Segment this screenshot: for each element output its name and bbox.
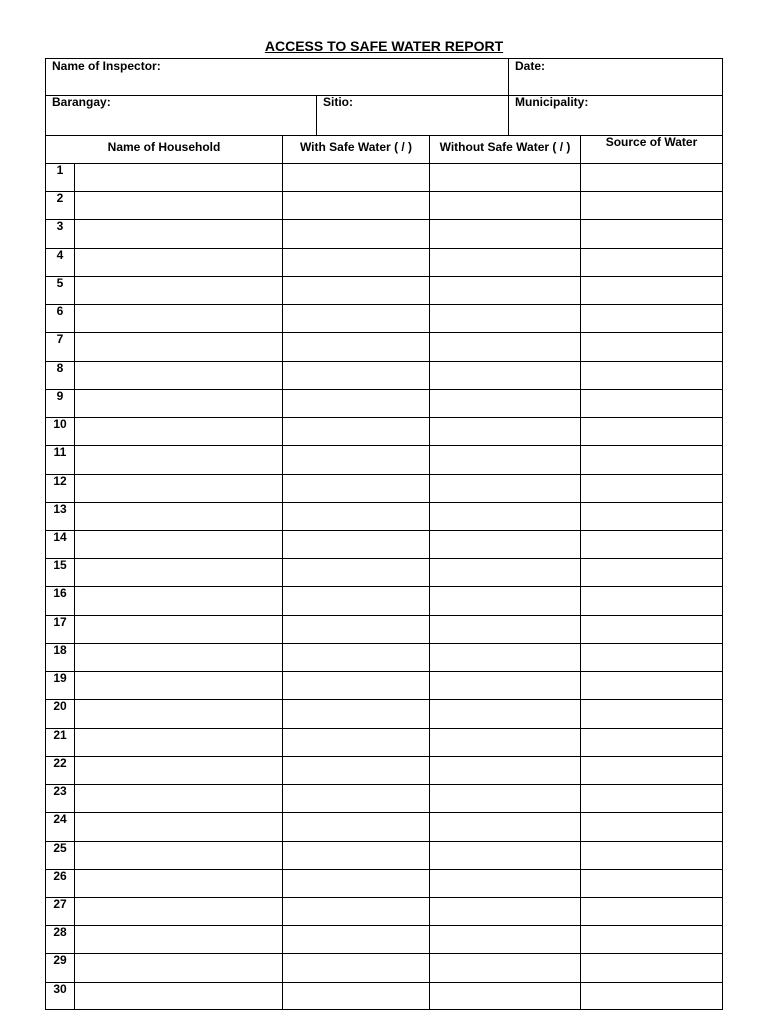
row-number: 9 <box>56 388 64 403</box>
sitio-label: Sitio: <box>323 95 353 109</box>
row-number: 29 <box>53 953 67 968</box>
with-safe-water-cell[interactable] <box>283 249 429 275</box>
household-cell[interactable] <box>75 277 282 303</box>
source-of-water-cell[interactable] <box>581 446 722 472</box>
without-safe-water-cell[interactable] <box>430 616 580 642</box>
row-number: 23 <box>53 784 67 799</box>
household-cell[interactable] <box>75 164 282 190</box>
source-of-water-cell[interactable] <box>581 559 722 585</box>
with-safe-water-cell[interactable] <box>283 503 429 529</box>
household-cell[interactable] <box>75 785 282 811</box>
household-cell[interactable] <box>75 954 282 980</box>
without-safe-water-cell[interactable] <box>430 559 580 585</box>
source-of-water-cell[interactable] <box>581 220 722 246</box>
source-of-water-cell[interactable] <box>581 785 722 811</box>
municipality-field[interactable] <box>595 97 720 133</box>
with-safe-water-cell[interactable] <box>283 305 429 331</box>
barangay-field[interactable] <box>115 97 313 133</box>
with-safe-water-cell[interactable] <box>283 418 429 444</box>
household-cell[interactable] <box>75 729 282 755</box>
with-safe-water-cell[interactable] <box>283 475 429 501</box>
col-header-with-safe-water: With Safe Water ( / ) <box>299 140 413 154</box>
source-of-water-cell[interactable] <box>581 305 722 331</box>
with-safe-water-cell[interactable] <box>283 277 429 303</box>
with-safe-water-cell[interactable] <box>283 842 429 868</box>
with-safe-water-cell[interactable] <box>283 870 429 896</box>
row-number: 3 <box>56 219 64 234</box>
household-cell[interactable] <box>75 644 282 670</box>
household-cell[interactable] <box>75 305 282 331</box>
row-number: 5 <box>56 275 64 290</box>
household-cell[interactable] <box>75 898 282 924</box>
source-of-water-cell[interactable] <box>581 898 722 924</box>
without-safe-water-cell[interactable] <box>430 785 580 811</box>
household-cell[interactable] <box>75 390 282 416</box>
header-divider <box>508 58 509 96</box>
household-cell[interactable] <box>75 757 282 783</box>
without-safe-water-cell[interactable] <box>430 192 580 218</box>
household-cell[interactable] <box>75 616 282 642</box>
without-safe-water-cell[interactable] <box>430 220 580 246</box>
header-divider <box>508 95 509 136</box>
without-safe-water-cell[interactable] <box>430 672 580 698</box>
with-safe-water-cell[interactable] <box>283 954 429 980</box>
row-number: 19 <box>53 671 67 686</box>
source-of-water-cell[interactable] <box>581 333 722 359</box>
without-safe-water-cell[interactable] <box>430 475 580 501</box>
household-cell[interactable] <box>75 192 282 218</box>
row-number: 13 <box>53 501 67 516</box>
without-safe-water-cell[interactable] <box>430 390 580 416</box>
row-number: 28 <box>53 925 67 940</box>
household-cell[interactable] <box>75 926 282 952</box>
source-of-water-cell[interactable] <box>581 983 722 1009</box>
without-safe-water-cell[interactable] <box>430 531 580 557</box>
household-cell[interactable] <box>75 220 282 246</box>
with-safe-water-cell[interactable] <box>283 757 429 783</box>
row-number: 8 <box>56 360 64 375</box>
row-number: 14 <box>53 529 67 544</box>
without-safe-water-cell[interactable] <box>430 418 580 444</box>
with-safe-water-cell[interactable] <box>283 644 429 670</box>
source-of-water-cell[interactable] <box>581 587 722 613</box>
source-of-water-cell[interactable] <box>581 700 722 726</box>
without-safe-water-cell[interactable] <box>430 757 580 783</box>
source-of-water-cell[interactable] <box>581 390 722 416</box>
without-safe-water-cell[interactable] <box>430 870 580 896</box>
header-divider <box>316 95 317 136</box>
row-number: 21 <box>53 727 67 742</box>
with-safe-water-cell[interactable] <box>283 926 429 952</box>
municipality-label: Municipality: <box>515 95 589 109</box>
with-safe-water-cell[interactable] <box>283 616 429 642</box>
source-of-water-cell[interactable] <box>581 842 722 868</box>
row-number: 11 <box>53 445 67 460</box>
inspector-label: Name of Inspector: <box>52 59 161 73</box>
household-cell[interactable] <box>75 531 282 557</box>
source-of-water-cell[interactable] <box>581 475 722 501</box>
without-safe-water-cell[interactable] <box>430 983 580 1009</box>
row-number: 25 <box>53 840 67 855</box>
source-of-water-cell[interactable] <box>581 729 722 755</box>
household-cell[interactable] <box>75 249 282 275</box>
row-number: 22 <box>53 755 67 770</box>
source-of-water-cell[interactable] <box>581 503 722 529</box>
household-cell[interactable] <box>75 870 282 896</box>
row-number: 12 <box>53 473 67 488</box>
without-safe-water-cell[interactable] <box>430 305 580 331</box>
row-number: 18 <box>53 642 67 657</box>
source-of-water-cell[interactable] <box>581 954 722 980</box>
source-of-water-cell[interactable] <box>581 672 722 698</box>
source-of-water-cell[interactable] <box>581 531 722 557</box>
barangay-label: Barangay: <box>52 95 111 109</box>
date-field[interactable] <box>550 60 720 94</box>
with-safe-water-cell[interactable] <box>283 587 429 613</box>
source-of-water-cell[interactable] <box>581 870 722 896</box>
row-number: 10 <box>53 417 67 432</box>
with-safe-water-cell[interactable] <box>283 672 429 698</box>
household-cell[interactable] <box>75 446 282 472</box>
without-safe-water-cell[interactable] <box>430 644 580 670</box>
household-cell[interactable] <box>75 503 282 529</box>
without-safe-water-cell[interactable] <box>430 503 580 529</box>
household-cell[interactable] <box>75 418 282 444</box>
with-safe-water-cell[interactable] <box>283 220 429 246</box>
without-safe-water-cell[interactable] <box>430 813 580 839</box>
row-number: 16 <box>53 586 67 601</box>
col-header-without-safe-water: Without Safe Water ( / ) <box>439 140 571 154</box>
row-number: 1 <box>56 163 64 177</box>
with-safe-water-cell[interactable] <box>283 785 429 811</box>
with-safe-water-cell[interactable] <box>283 729 429 755</box>
date-label: Date: <box>515 59 546 73</box>
household-cell[interactable] <box>75 700 282 726</box>
inspector-field[interactable] <box>200 60 505 94</box>
with-safe-water-cell[interactable] <box>283 700 429 726</box>
source-of-water-cell[interactable] <box>581 757 722 783</box>
without-safe-water-cell[interactable] <box>430 729 580 755</box>
household-cell[interactable] <box>75 672 282 698</box>
row-number: 20 <box>53 699 67 714</box>
source-of-water-cell[interactable] <box>581 926 722 952</box>
source-of-water-cell[interactable] <box>581 362 722 388</box>
with-safe-water-cell[interactable] <box>283 164 429 190</box>
row-number: 27 <box>53 896 67 911</box>
row-number: 7 <box>56 332 64 347</box>
without-safe-water-cell[interactable] <box>430 333 580 359</box>
household-cell[interactable] <box>75 475 282 501</box>
source-of-water-cell[interactable] <box>581 813 722 839</box>
without-safe-water-cell[interactable] <box>430 842 580 868</box>
row-number: 15 <box>53 558 67 573</box>
household-cell[interactable] <box>75 983 282 1009</box>
with-safe-water-cell[interactable] <box>283 362 429 388</box>
household-cell[interactable] <box>75 842 282 868</box>
source-of-water-cell[interactable] <box>581 644 722 670</box>
without-safe-water-cell[interactable] <box>430 898 580 924</box>
with-safe-water-cell[interactable] <box>283 898 429 924</box>
row-number: 2 <box>56 191 64 206</box>
source-of-water-cell[interactable] <box>581 164 722 190</box>
without-safe-water-cell[interactable] <box>430 954 580 980</box>
household-cell[interactable] <box>75 559 282 585</box>
with-safe-water-cell[interactable] <box>283 446 429 472</box>
source-of-water-cell[interactable] <box>581 249 722 275</box>
household-cell[interactable] <box>75 333 282 359</box>
with-safe-water-cell[interactable] <box>283 333 429 359</box>
without-safe-water-cell[interactable] <box>430 700 580 726</box>
without-safe-water-cell[interactable] <box>430 362 580 388</box>
col-header-household: Name of Household <box>107 140 221 154</box>
without-safe-water-cell[interactable] <box>430 446 580 472</box>
row-number: 4 <box>56 247 64 262</box>
sitio-field[interactable] <box>360 97 505 133</box>
without-safe-water-cell[interactable] <box>430 587 580 613</box>
without-safe-water-cell[interactable] <box>430 926 580 952</box>
row-number: 17 <box>53 614 67 629</box>
with-safe-water-cell[interactable] <box>283 390 429 416</box>
with-safe-water-cell[interactable] <box>283 531 429 557</box>
row-number: 24 <box>53 812 67 827</box>
source-of-water-cell[interactable] <box>581 418 722 444</box>
row-number: 26 <box>53 868 67 883</box>
household-cell[interactable] <box>75 813 282 839</box>
source-of-water-cell[interactable] <box>581 277 722 303</box>
with-safe-water-cell[interactable] <box>283 192 429 218</box>
with-safe-water-cell[interactable] <box>283 813 429 839</box>
source-of-water-cell[interactable] <box>581 192 722 218</box>
with-safe-water-cell[interactable] <box>283 983 429 1009</box>
household-cell[interactable] <box>75 587 282 613</box>
without-safe-water-cell[interactable] <box>430 277 580 303</box>
without-safe-water-cell[interactable] <box>430 249 580 275</box>
report-title: ACCESS TO SAFE WATER REPORT <box>264 38 504 54</box>
row-number: 30 <box>53 981 67 996</box>
with-safe-water-cell[interactable] <box>283 559 429 585</box>
household-cell[interactable] <box>75 362 282 388</box>
source-of-water-cell[interactable] <box>581 616 722 642</box>
without-safe-water-cell[interactable] <box>430 164 580 190</box>
row-number: 6 <box>56 304 64 319</box>
col-header-source-of-water: Source of Water <box>605 135 698 149</box>
